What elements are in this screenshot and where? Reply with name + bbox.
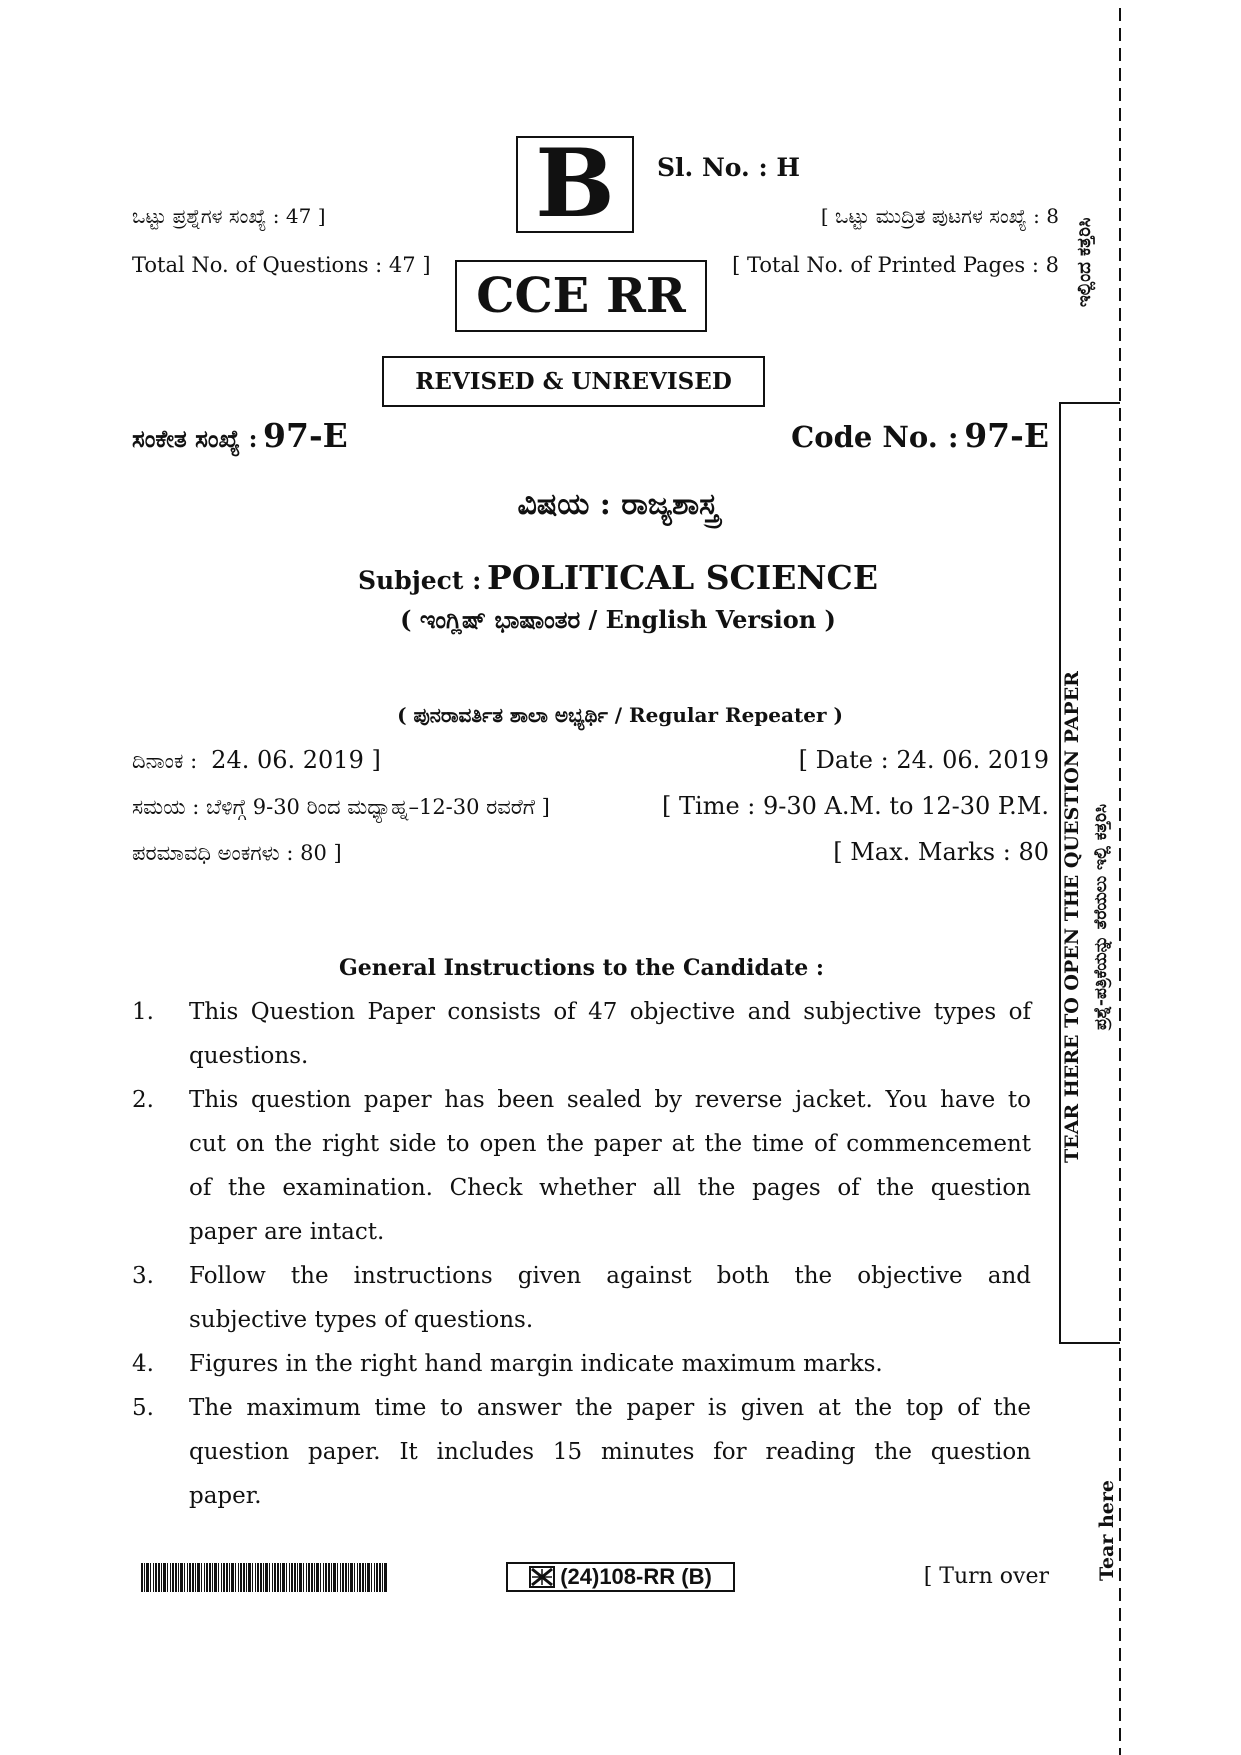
total-pages-kannada: [ ಒಟ್ಟು ಮುದ್ರಿತ ಪುಟಗಳ ಸಂಖ್ಯೆ : 8 xyxy=(820,204,1059,228)
date-value-kannada: 24. 06. 2019 ] xyxy=(211,746,381,774)
tear-strip-box xyxy=(1059,402,1120,1344)
time-row xyxy=(132,786,1049,826)
instruction-number: 5. xyxy=(132,1395,154,1421)
instruction-line: Follow the instructions given against both the objective and xyxy=(189,1263,1031,1289)
instruction-line: question paper. It includes 15 minutes for reading the question xyxy=(189,1439,1031,1465)
instruction-item xyxy=(132,1386,1031,1518)
paper-code: (24)108-RR (B) xyxy=(560,1564,712,1589)
instruction-line: of the examination. Check whether all the pages of the question xyxy=(189,1175,1031,1201)
subject-label: Subject : xyxy=(358,566,482,595)
time-kannada: ಸಮಯ : ಬೆಳಿಗ್ಗೆ 9-30 ರಿಂದ ಮಧ್ಯಾಹ್ನ–12-30 ರವರೆಗೆ ] xyxy=(132,795,550,819)
instruction-line: Figures in the right hand margin indicate maximum marks. xyxy=(189,1351,883,1377)
instruction-number: 2. xyxy=(132,1087,154,1113)
exam-code-box: CCE RR xyxy=(455,260,707,332)
tear-here-instruction-kannada: ಪ್ರಶ್ನೆ-ಪತ್ರಿಕೆಯನ್ನು ತೆರೆಯಲು ಇಲ್ಲಿ ಕತ್ತರಿಸಿ xyxy=(1091,804,1111,1030)
code-label-kannada: ಸಂಕೇತ ಸಂಖ್ಯೆ : xyxy=(132,424,258,453)
time-english: [ Time : 9-30 A.M. to 12-30 P.M. xyxy=(662,792,1049,820)
subject-title xyxy=(268,550,968,606)
instructions-list xyxy=(132,990,1031,1518)
date-english: [ Date : 24. 06. 2019 xyxy=(798,746,1049,774)
code-value-kannada: 97-E xyxy=(263,416,348,455)
instruction-item xyxy=(132,1254,1031,1342)
instruction-line: questions. xyxy=(189,1043,309,1069)
code-number-english xyxy=(791,412,1049,466)
syllabus-box: REVISED & UNREVISED xyxy=(382,356,765,407)
instruction-line: paper are intact. xyxy=(189,1219,385,1245)
paper-code-box xyxy=(506,1562,735,1592)
instruction-number: 4. xyxy=(132,1351,154,1377)
language-version: ( ಇಂಗ್ಲಿಷ್ ಭಾಷಾಂತರ / English Version ) xyxy=(400,605,836,634)
total-questions: Total No. of Questions : 47 ] xyxy=(132,253,431,277)
series-box xyxy=(516,129,634,239)
barcode xyxy=(141,1563,388,1592)
instruction-line: paper. xyxy=(189,1483,262,1509)
instruction-number: 3. xyxy=(132,1263,154,1289)
serial-number: Sl. No. : H xyxy=(657,153,801,182)
max-marks-kannada: ಪರಮಾವಧಿ ಅಂಕಗಳು : 80 ] xyxy=(132,841,342,865)
tear-here-label: Tear here xyxy=(1096,1480,1118,1582)
total-questions-kannada: ಒಟ್ಟು ಪ್ರಶ್ನೆಗಳ ಸಂಖ್ಯೆ : 47 ] xyxy=(132,204,326,228)
date-label-kannada: ದಿನಾಂಕ : xyxy=(132,749,198,773)
instruction-line: subjective types of questions. xyxy=(189,1307,534,1333)
instruction-line: This question paper has been sealed by reverse jacket. You have to xyxy=(189,1087,1031,1113)
instruction-item xyxy=(132,1078,1031,1254)
instructions-title: General Instructions to the Candidate : xyxy=(338,955,825,981)
instruction-item xyxy=(132,1342,1031,1386)
total-pages: [ Total No. of Printed Pages : 8 xyxy=(732,253,1059,277)
date-kannada xyxy=(132,740,381,781)
subject-kannada: ವಿಷಯ : ರಾಜ್ಯಶಾಸ್ತ್ರ xyxy=(517,487,719,522)
max-marks-english: [ Max. Marks : 80 xyxy=(833,838,1049,866)
subject-name: POLITICAL SCIENCE xyxy=(486,558,878,597)
instruction-line: The maximum time to answer the paper is given at the top of the xyxy=(189,1395,1031,1421)
emblem-icon xyxy=(529,1566,555,1588)
max-marks-row xyxy=(132,832,1049,872)
instruction-line: This Question Paper consists of 47 objective and subjective types of xyxy=(189,999,1031,1025)
instruction-number: 1. xyxy=(132,999,154,1025)
instruction-item xyxy=(132,990,1031,1078)
cut-here-kannada: ಇಲ್ಲಿಂದ ಕತ್ತರಿಸಿ xyxy=(1074,217,1095,307)
code-number-kannada xyxy=(132,412,348,466)
code-number-row xyxy=(132,412,1049,460)
code-label: Code No. : xyxy=(791,420,959,454)
code-value: 97-E xyxy=(964,416,1049,455)
instruction-line: cut on the right side to open the paper at the time of commencement xyxy=(189,1131,1031,1157)
series-letter: B xyxy=(535,129,615,239)
turn-over: [ Turn over xyxy=(923,1564,1049,1589)
candidate-type: ( ಪುನರಾವರ್ತಿತ ಶಾಲಾ ಅಭ್ಯರ್ಥಿ / Regular Repeater ) xyxy=(397,703,843,727)
date-row xyxy=(132,740,1049,780)
tear-here-instruction: TEAR HERE TO OPEN THE QUESTION PAPER xyxy=(1061,671,1083,1163)
